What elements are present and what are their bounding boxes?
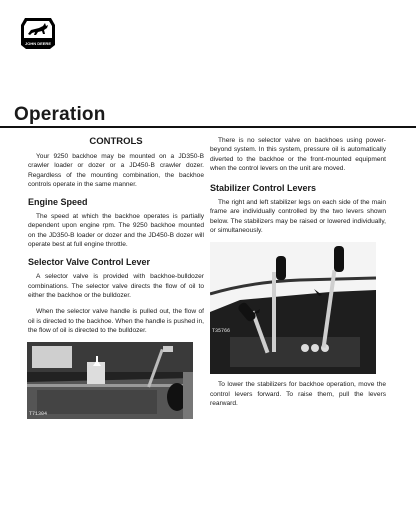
stabilizer-heading: Stabilizer Control Levers [210, 183, 317, 194]
deer-logo-icon [21, 16, 55, 50]
title-rule [0, 126, 416, 128]
engine-speed-heading: Engine Speed [28, 197, 88, 208]
stabilizer-levers-photo [210, 242, 376, 374]
photo-label-right: T35766 [212, 328, 231, 335]
stabilizer-paragraph: The right and left stabilizer legs on each side of the main frame are individually controlled by the two levers shown below. The stabilizers may be raised or lowered individually, or simultaneously. [210, 199, 386, 235]
selector-valve-photo [27, 342, 193, 419]
left-column [28, 136, 204, 419]
photo-label-left: T71304 [29, 411, 48, 418]
power-beyond-paragraph: There is no selector valve on backhoes using power-beyond system. In this system, pressure oil is automatically diverted to the backhoe or the front-mounted equipment when the control levers on the unit are moved. [210, 137, 386, 172]
selector-valve-paragraph-1: A selector valve is provided with backhoe-bulldozer combinations. The selector valve directs the flow of oil to either the backhoe or the bulldozer. [28, 273, 204, 299]
controls-paragraph: Your 9250 backhoe may be mounted on a JD350-B crawler loader or dozer or a JD450-B crawler dozer. Regardless of the mounting combination, the backhoe controls operate in the same manner. [28, 153, 204, 188]
selector-valve-heading: Selector Valve Control Lever [28, 257, 151, 268]
controls-heading: CONTROLS [89, 136, 143, 147]
section-title: Operation [14, 104, 106, 125]
engine-speed-paragraph: The speed at which the backhoe operates is partially dependent upon engine rpm. The 9250 backhoe mounted on the JD350-B loader or dozer and the JD450-B dozer will operate best at full engine throttle. [28, 213, 204, 249]
stabilizer-caption: To lower the stabilizers for backhoe operation, move the control levers forward. To raise them, pull the levers rearward. [210, 381, 386, 407]
logo-brand-text: JOHN DEERE [24, 41, 52, 46]
selector-valve-paragraph-2: When the selector valve handle is pulled out, the flow of oil is directed to the backhoe. When the handle is pushed in, the flow of oil is directed to the bulldozer. [28, 308, 204, 334]
right-column [210, 136, 386, 415]
